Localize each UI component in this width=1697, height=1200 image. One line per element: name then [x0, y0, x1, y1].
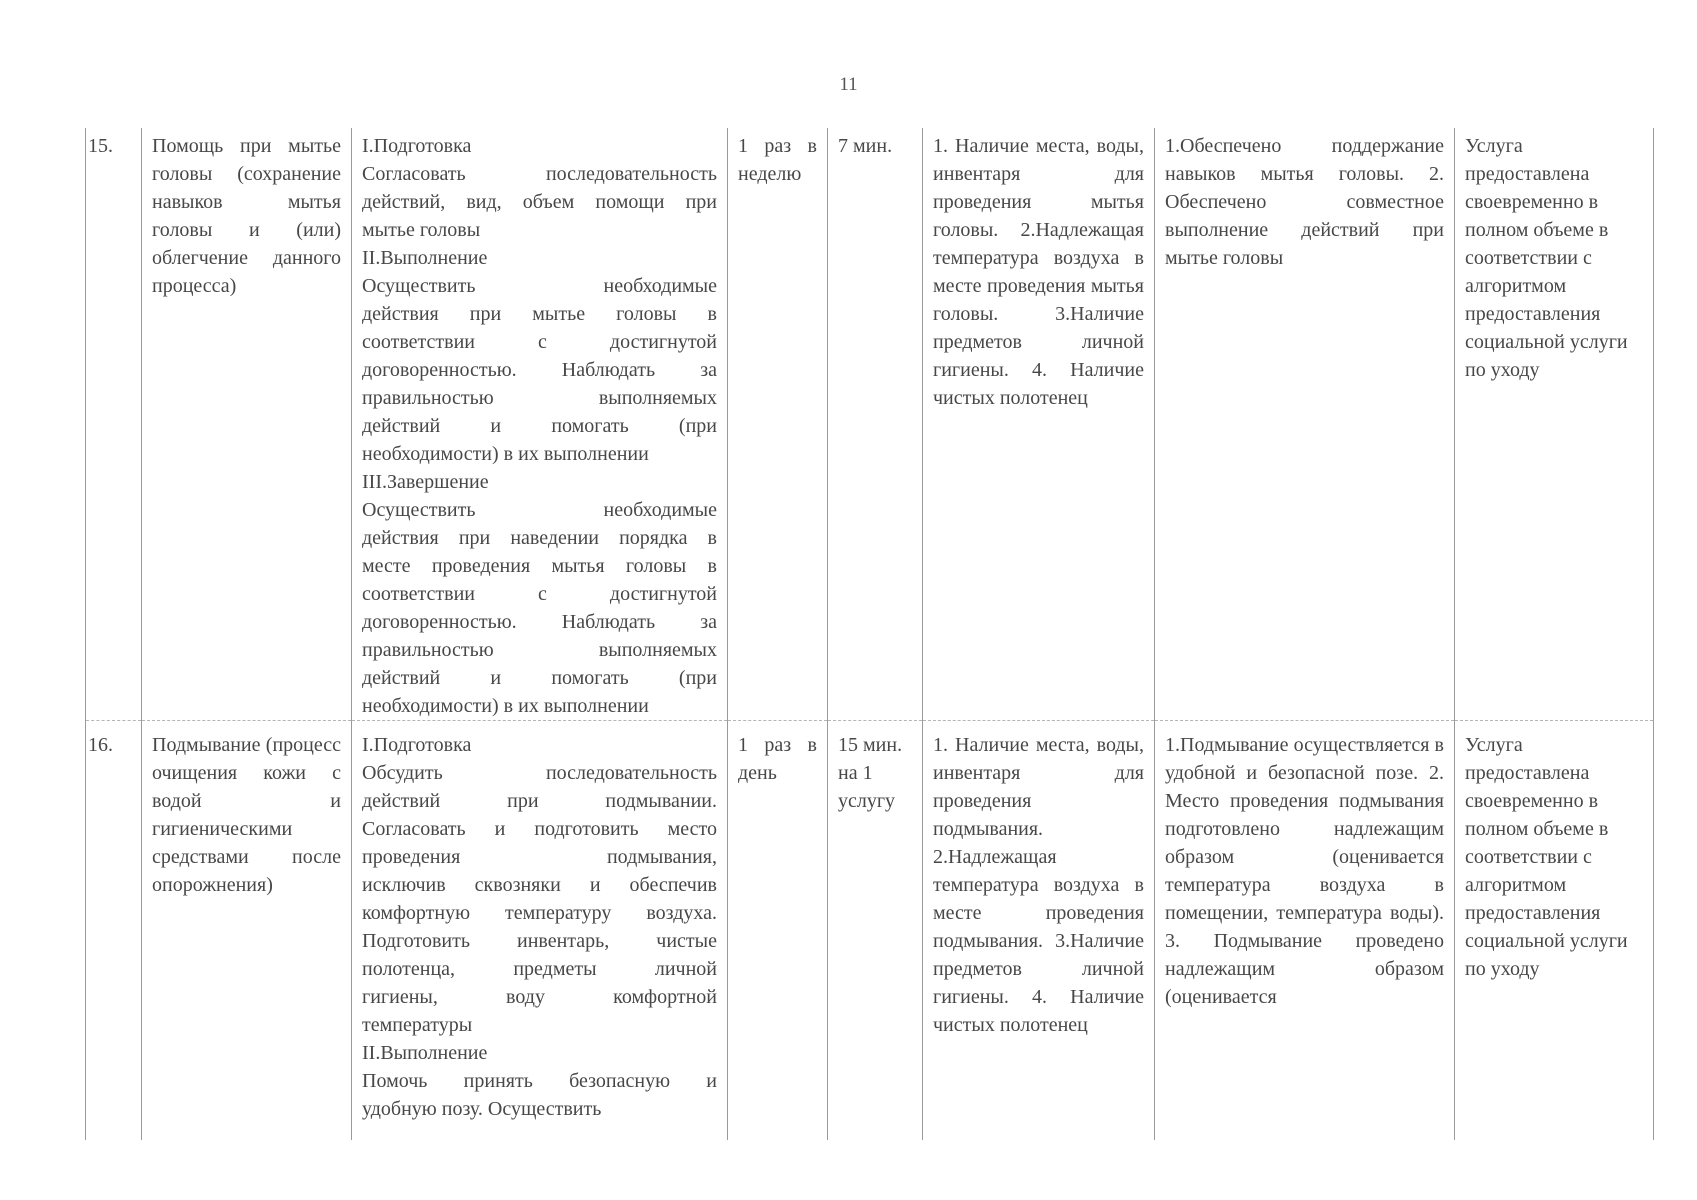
content-line: температуры — [362, 1014, 473, 1036]
services-table — [85, 128, 1654, 1140]
content-line: Подготовить инвентарь, чистые — [362, 930, 717, 952]
content-line: Осуществить необходимые — [362, 499, 717, 521]
content-line: I.Подготовка — [362, 734, 472, 756]
content-line: Осуществить необходимые — [362, 275, 717, 297]
service-duration: 15 мин. на 1 услугу — [828, 721, 923, 1141]
content-line: II.Выполнение — [362, 247, 488, 269]
table-row — [86, 128, 1654, 721]
content-line: соответствии с достигнутой — [362, 331, 717, 353]
content-line: необходимости) в их выполнении — [362, 695, 649, 717]
content-line: II.Выполнение — [362, 1042, 488, 1064]
service-conditions: 1. Наличие места, воды, инвентаря для проведения подмывания. 2.Надлежащая температура воздуха в месте проведения подмывания. 3.Наличие предметов личной гигиены. 4. Наличие чистых полотенец — [923, 721, 1155, 1141]
content-line: Согласовать последовательность — [362, 163, 717, 185]
content-line: Обсудить последовательность — [362, 762, 717, 784]
service-conditions: 1. Наличие места, воды, инвентаря для проведения мытья головы. 2.Надлежащая температура воздуха в месте проведения мытья головы. 3.Наличие предметов личной гигиены. 4. Наличие чистых полотенец — [923, 128, 1155, 721]
content-line: III.Завершение — [362, 471, 489, 493]
content-line: договоренностью. Наблюдать за — [362, 611, 717, 633]
content-line: необходимости) в их выполнении — [362, 443, 649, 465]
service-frequency: 1 раз в неделю — [728, 128, 828, 721]
content-line: договоренностью. Наблюдать за — [362, 359, 717, 381]
page-number: 11 — [839, 74, 858, 95]
content-line: действий и помогать (при — [362, 415, 717, 437]
content-line: Согласовать и подготовить место — [362, 818, 717, 840]
service-content — [352, 721, 728, 1141]
service-frequency: 1 раз в день — [728, 721, 828, 1141]
content-line: действий, вид, объем помощи при — [362, 191, 717, 213]
content-line: мытье головы — [362, 219, 481, 241]
content-line: действия при наведении порядка в — [362, 527, 717, 549]
content-line: Помочь принять безопасную и — [362, 1070, 717, 1092]
table-row — [86, 721, 1654, 1141]
service-name: Помощь при мытье головы (сохранение навыков мытья головы и (или) облегчение данного процесса) — [142, 128, 352, 721]
content-line: действий при подмывании. — [362, 790, 717, 812]
content-line: проведения подмывания, — [362, 846, 717, 868]
quality-indicators: 1.Подмывание осуществляется в удобной и безопасной позе. 2. Место проведения подмывания подготовлено надлежащим образом (оценивается температура воздуха в помещении, температура воды). 3. Подмывание проведено надлежащим образом (оценивается — [1155, 721, 1455, 1141]
service-evaluation: Услуга предоставлена своевременно в полном объеме в соответствии с алгоритмом предоставления социальной услуги по уходу — [1455, 721, 1654, 1141]
service-duration: 7 мин. — [828, 128, 923, 721]
quality-indicators: 1.Обеспечено поддержание навыков мытья головы. 2. Обеспечено совместное выполнение действий при мытье головы — [1155, 128, 1455, 721]
content-line: месте проведения мытья головы в — [362, 555, 717, 577]
content-line: действия при мытье головы в — [362, 303, 717, 325]
content-line: гигиены, воду комфортной — [362, 986, 717, 1008]
row-number: 16. — [86, 721, 142, 1141]
content-line: правильностью выполняемых — [362, 387, 717, 409]
content-line: действий и помогать (при — [362, 667, 717, 689]
content-line: полотенца, предметы личной — [362, 958, 717, 980]
service-content — [352, 128, 728, 721]
content-line: удобную позу. Осуществить — [362, 1098, 602, 1120]
row-number: 15. — [86, 128, 142, 721]
content-line: комфортную температуру воздуха. — [362, 902, 717, 924]
content-line: исключив сквозняки и обеспечив — [362, 874, 717, 896]
content-line: I.Подготовка — [362, 135, 472, 157]
service-evaluation: Услуга предоставлена своевременно в полном объеме в соответствии с алгоритмом предоставления социальной услуги по уходу — [1455, 128, 1654, 721]
content-line: правильностью выполняемых — [362, 639, 717, 661]
content-line: соответствии с достигнутой — [362, 583, 717, 605]
service-name: Подмывание (процесс очищения кожи с водой и гигиеническими средствами после опорожнения) — [142, 721, 352, 1141]
